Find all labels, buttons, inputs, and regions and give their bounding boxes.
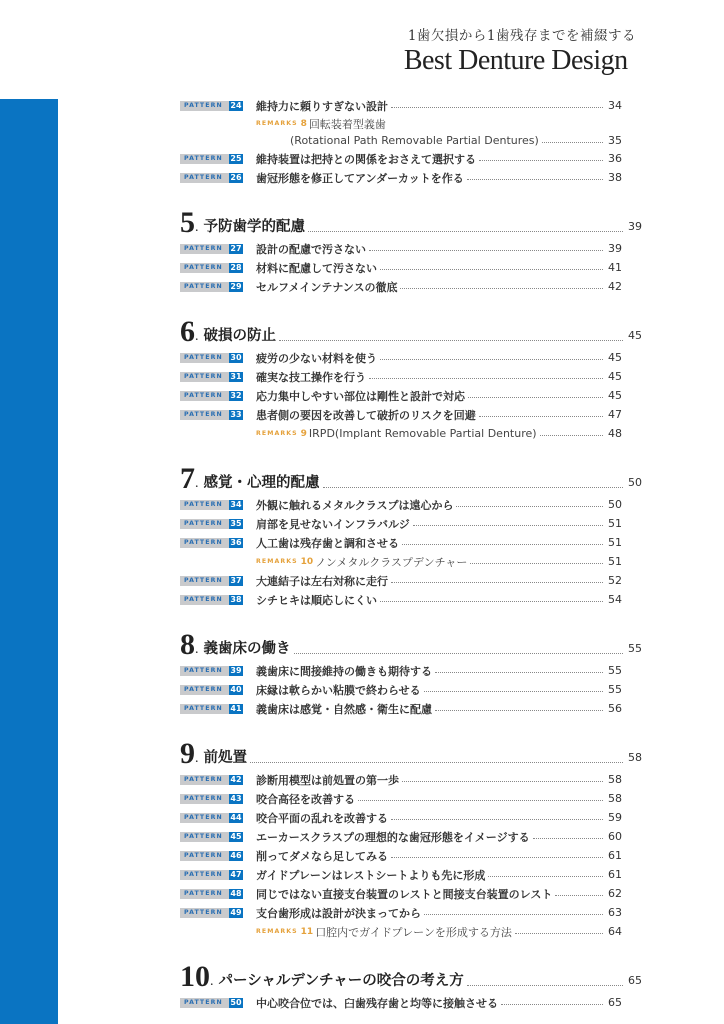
pattern-badge (180, 998, 243, 1008)
section-title: 感覚・心理的配慮 (203, 475, 320, 491)
remarks-title: 回転装着型義歯 (308, 117, 386, 131)
dot-leader (391, 582, 603, 583)
entry-title: 咬合高径を改善する (256, 792, 355, 806)
dot-leader (308, 231, 623, 232)
dot-leader (250, 762, 623, 763)
pattern-label: PATTERN (180, 889, 229, 899)
page-number: 65 (608, 996, 622, 1009)
entry-title: 肩部を見せないインフラバルジ (256, 517, 410, 531)
pattern-badge (180, 101, 243, 111)
dot-leader (369, 378, 603, 379)
section-dot: . (195, 751, 199, 766)
section-dot: . (195, 642, 199, 657)
toc-entry-pattern[interactable] (180, 386, 642, 405)
pattern-label: PATTERN (180, 851, 229, 861)
page-number: 55 (608, 664, 622, 677)
pattern-label: PATTERN (180, 244, 229, 254)
section-dot: . (195, 220, 199, 235)
dot-leader (402, 781, 603, 782)
pattern-number: 27 (230, 243, 242, 253)
dot-leader (515, 933, 603, 934)
page-number: 58 (608, 792, 622, 805)
entry-title: 義歯床は感覚・自然感・衛生に配慮 (256, 702, 432, 716)
pattern-badge (180, 595, 243, 605)
toc-entry-pattern[interactable] (180, 789, 642, 808)
page-number: 51 (608, 517, 622, 530)
dot-leader (380, 269, 603, 270)
entry-title: 同じではない直接支台装置のレストと間接支台装置のレスト (256, 887, 553, 901)
page-number: 45 (608, 351, 622, 364)
pattern-badge (180, 794, 243, 804)
entry-title: ガイドプレーンはレストシートよりも先に形成 (256, 868, 486, 882)
pattern-label: PATTERN (180, 353, 229, 363)
book-title: Best Denture Design (403, 45, 628, 76)
pattern-label: PATTERN (180, 870, 229, 880)
dot-leader (279, 340, 623, 341)
entry-title: 削ってダメなら足してみる (256, 849, 388, 863)
section-heading[interactable] (180, 463, 642, 493)
pattern-badge (180, 666, 243, 676)
toc-entry-pattern[interactable] (180, 903, 642, 922)
pattern-label: PATTERN (180, 391, 229, 401)
dot-leader (400, 288, 603, 289)
pattern-badge (180, 889, 243, 899)
entry-title: 設計の配慮で汚さない (256, 242, 366, 256)
section-number: 10 (180, 960, 210, 993)
dot-leader (402, 544, 603, 545)
entry-title: エーカースクラスプの理想的な歯冠形態をイメージする (256, 830, 530, 844)
page-number: 52 (608, 574, 622, 587)
dot-leader (424, 914, 603, 915)
page-number: 36 (608, 152, 622, 165)
pattern-badge (180, 173, 243, 183)
dot-leader (435, 710, 603, 711)
dot-leader (380, 601, 603, 602)
page-number: 61 (608, 868, 622, 881)
entry-title: 外観に触れるメタルクラスプは遠心から (256, 498, 454, 512)
entry-title: 診断用模型は前処置の第一歩 (256, 773, 399, 787)
dot-leader (413, 525, 603, 526)
toc-entry-pattern[interactable] (180, 699, 642, 718)
toc-entry-pattern[interactable] (180, 865, 642, 884)
section-title: 義歯床の働き (203, 641, 291, 657)
dot-leader (467, 985, 623, 986)
pattern-badge (180, 519, 243, 529)
pattern-label: PATTERN (180, 775, 229, 785)
entry-title: 床縁は軟らかい粘膜で終わらせる (256, 683, 421, 697)
toc-entry-pattern[interactable] (180, 884, 642, 903)
dot-leader (294, 653, 624, 654)
pattern-number: 28 (230, 262, 242, 272)
pattern-badge (180, 832, 243, 842)
pattern-number: 29 (230, 281, 242, 291)
pattern-number: 30 (230, 352, 242, 362)
remarks-number: 8 (300, 118, 307, 129)
pattern-number: 37 (230, 575, 242, 585)
pattern-badge (180, 500, 243, 510)
section-number: 9 (180, 737, 195, 770)
pattern-badge (180, 263, 243, 273)
section-number: 5 (180, 206, 195, 239)
section-title: 前処置 (203, 750, 247, 766)
pattern-label: PATTERN (180, 595, 229, 605)
remarks-number: 10 (300, 556, 314, 567)
pattern-number: 25 (230, 153, 242, 163)
pattern-number: 39 (230, 665, 242, 675)
toc-entry-pattern[interactable] (180, 168, 642, 187)
pattern-label: PATTERN (180, 813, 229, 823)
section-heading[interactable] (180, 961, 642, 991)
page-number: 51 (608, 536, 622, 549)
pattern-badge (180, 410, 243, 420)
pattern-badge (180, 538, 243, 548)
section-page-number: 50 (628, 476, 642, 489)
pattern-label: PATTERN (180, 832, 229, 842)
entry-title: 確実な技工操作を行う (256, 370, 366, 384)
pattern-label: PATTERN (180, 519, 229, 529)
toc-entry-pattern[interactable] (180, 96, 642, 115)
pattern-label: PATTERN (180, 576, 229, 586)
pattern-number: 38 (230, 594, 242, 604)
toc-entry-remarks-continued[interactable] (180, 132, 642, 149)
entry-title: 支台歯形成は設計が決まってから (256, 906, 421, 920)
toc-entry-pattern[interactable] (180, 405, 642, 424)
pattern-label: PATTERN (180, 500, 229, 510)
toc-entry-pattern[interactable] (180, 533, 642, 552)
dot-leader (501, 1004, 603, 1005)
toc-entry-remarks[interactable] (180, 922, 642, 941)
dot-leader (488, 876, 603, 877)
entry-title: セルフメインテナンスの徹底 (256, 280, 398, 294)
dot-leader (391, 107, 603, 108)
pattern-badge (180, 775, 243, 785)
pattern-badge (180, 372, 243, 382)
section-page-number: 45 (628, 329, 642, 342)
blue-side-band (0, 99, 58, 1024)
pattern-label: PATTERN (180, 666, 229, 676)
section-page-number: 55 (628, 642, 642, 655)
section-page-number: 65 (628, 974, 642, 987)
toc-entry-pattern[interactable] (180, 661, 642, 680)
pattern-label: PATTERN (180, 101, 229, 111)
entry-title: 中心咬合位では、臼歯残存歯と均等に接触させる (256, 996, 498, 1010)
page-number: 38 (608, 171, 622, 184)
toc-entry-pattern[interactable] (180, 495, 642, 514)
table-of-contents (180, 96, 642, 1012)
pattern-badge (180, 704, 243, 714)
page-number: 34 (608, 99, 622, 112)
pattern-number: 42 (230, 774, 242, 784)
remarks-label: REMARKS (256, 430, 298, 437)
book-header (404, 24, 636, 76)
toc-entry-pattern[interactable] (180, 808, 642, 827)
pattern-label: PATTERN (180, 173, 229, 183)
page-number: 35 (608, 134, 622, 147)
page-number: 61 (608, 849, 622, 862)
toc-entry-pattern[interactable] (180, 239, 642, 258)
pattern-badge (180, 685, 243, 695)
page-number: 64 (608, 925, 622, 938)
pattern-number: 31 (230, 371, 242, 381)
remarks-label: REMARKS (256, 120, 298, 127)
toc-entry-pattern[interactable] (180, 846, 642, 865)
section-dot: . (195, 329, 199, 344)
page-number: 50 (608, 498, 622, 511)
dot-leader (424, 691, 603, 692)
toc-entry-remarks[interactable] (180, 424, 642, 443)
page-number: 51 (608, 555, 622, 568)
dot-leader (369, 250, 603, 251)
pattern-number: 50 (230, 997, 242, 1007)
page-number: 48 (608, 427, 622, 440)
section-dot: . (195, 476, 199, 491)
entry-title: 維持装置は把持との関係をおさえて選択する (256, 152, 476, 166)
dot-leader (467, 179, 603, 180)
entry-title: 歯冠形態を修正してアンダーカットを作る (256, 171, 464, 185)
pattern-number: 26 (230, 172, 242, 182)
pattern-label: PATTERN (180, 704, 229, 714)
section-page-number: 58 (628, 751, 642, 764)
pattern-badge (180, 908, 243, 918)
dot-leader (380, 359, 603, 360)
pattern-badge (180, 870, 243, 880)
section-heading[interactable] (180, 316, 642, 346)
remarks-label: REMARKS (256, 558, 298, 565)
entry-title: 応力集中しやすい部位は剛性と設計で対応 (256, 389, 465, 403)
section-title: 破損の防止 (203, 328, 276, 344)
dot-leader (435, 672, 603, 673)
dot-leader (555, 895, 603, 896)
dot-leader (479, 160, 603, 161)
pattern-label: PATTERN (180, 794, 229, 804)
dot-leader (391, 857, 603, 858)
remarks-subtitle: (Rotational Path Removable Partial Dentures) (290, 134, 539, 147)
page-number: 41 (608, 261, 622, 274)
pattern-number: 49 (230, 907, 242, 917)
page-number: 45 (608, 370, 622, 383)
pattern-badge (180, 391, 243, 401)
pattern-number: 33 (230, 409, 242, 419)
pattern-number: 43 (230, 793, 242, 803)
page-number: 54 (608, 593, 622, 606)
toc-entry-pattern[interactable] (180, 514, 642, 533)
toc-entry-pattern[interactable] (180, 348, 642, 367)
pattern-number: 45 (230, 831, 242, 841)
dot-leader (542, 142, 603, 143)
page-number: 45 (608, 389, 622, 402)
pattern-number: 34 (230, 499, 242, 509)
pattern-number: 46 (230, 850, 242, 860)
remarks-label: REMARKS (256, 928, 298, 935)
toc-entry-pattern[interactable] (180, 149, 642, 168)
pattern-label: PATTERN (180, 410, 229, 420)
entry-title: 材料に配慮して汚さない (256, 261, 377, 275)
pattern-label: PATTERN (180, 685, 229, 695)
pattern-label: PATTERN (180, 282, 229, 292)
entry-title: 疲労の少ない材料を使う (256, 351, 377, 365)
pattern-label: PATTERN (180, 538, 229, 548)
entry-title: 大連結子は左右対称に走行 (256, 574, 388, 588)
page-number: 55 (608, 683, 622, 696)
section-heading[interactable] (180, 207, 642, 237)
dot-leader (479, 416, 603, 417)
page-number: 42 (608, 280, 622, 293)
dot-leader (323, 487, 624, 488)
pattern-label: PATTERN (180, 154, 229, 164)
toc-entry-pattern[interactable] (180, 590, 642, 609)
dot-leader (391, 819, 603, 820)
dot-leader (533, 838, 603, 839)
toc-entry-pattern[interactable] (180, 993, 642, 1012)
toc-entry-pattern[interactable] (180, 770, 642, 789)
entry-title: 維持力に頼りすぎない設計 (256, 99, 388, 113)
pattern-label: PATTERN (180, 908, 229, 918)
pattern-label: PATTERN (180, 263, 229, 273)
remarks-title: 口腔内でガイドプレーンを形成する方法 (315, 925, 512, 939)
page-number: 62 (608, 887, 622, 900)
entry-title: 義歯床に間接維持の働きも期待する (256, 664, 432, 678)
toc-entry-pattern[interactable] (180, 258, 642, 277)
book-subtitle: 1歯欠損から1歯残存までを補綴する (407, 28, 636, 44)
pattern-number: 40 (230, 684, 242, 694)
toc-entry-remarks[interactable] (180, 552, 642, 571)
toc-entry-pattern[interactable] (180, 571, 642, 590)
pattern-number: 35 (230, 518, 242, 528)
section-number: 6 (180, 315, 195, 348)
pattern-number: 48 (230, 888, 242, 898)
section-dot: . (210, 974, 214, 989)
pattern-number: 47 (230, 869, 242, 879)
dot-leader (540, 435, 603, 436)
entry-title: シチヒキは順応しにくい (256, 593, 377, 607)
toc-entry-pattern[interactable] (180, 367, 642, 386)
pattern-label: PATTERN (180, 372, 229, 382)
section-number: 8 (180, 628, 195, 661)
page-number: 56 (608, 702, 622, 715)
toc-entry-remarks[interactable] (180, 115, 642, 132)
section-title: パーシャルデンチャーの咬合の考え方 (218, 973, 464, 989)
pattern-number: 41 (230, 703, 242, 713)
section-heading[interactable] (180, 629, 642, 659)
page-number: 47 (608, 408, 622, 421)
entry-title: 人工歯は残存歯と調和させる (256, 536, 399, 550)
dot-leader (468, 397, 603, 398)
page-number: 60 (608, 830, 622, 843)
section-page-number: 39 (628, 220, 642, 233)
pattern-badge (180, 282, 243, 292)
toc-entry-pattern[interactable] (180, 827, 642, 846)
pattern-number: 32 (230, 390, 242, 400)
entry-title: 患者側の要因を改善して破折のリスクを回避 (256, 408, 476, 422)
pattern-number: 24 (230, 100, 242, 110)
page-number: 63 (608, 906, 622, 919)
section-heading[interactable] (180, 738, 642, 768)
pattern-badge (180, 154, 243, 164)
pattern-badge (180, 813, 243, 823)
remarks-number: 9 (300, 428, 307, 439)
dot-leader (470, 563, 603, 564)
pattern-number: 36 (230, 537, 242, 547)
pattern-badge (180, 576, 243, 586)
pattern-number: 44 (230, 812, 242, 822)
pattern-badge (180, 353, 243, 363)
toc-entry-pattern[interactable] (180, 680, 642, 699)
section-title: 予防歯学的配慮 (203, 219, 305, 235)
page-number: 39 (608, 242, 622, 255)
entry-title: 咬合平面の乱れを改善する (256, 811, 388, 825)
dot-leader (358, 800, 603, 801)
pattern-badge (180, 244, 243, 254)
section-number: 7 (180, 462, 195, 495)
dot-leader (456, 506, 603, 507)
remarks-title: IRPD(Implant Removable Partial Denture) (308, 427, 537, 440)
page-number: 58 (608, 773, 622, 786)
page-number: 59 (608, 811, 622, 824)
toc-entry-pattern[interactable] (180, 277, 642, 296)
remarks-title: ノンメタルクラスプデンチャー (315, 555, 468, 569)
pattern-badge (180, 851, 243, 861)
pattern-label: PATTERN (180, 998, 229, 1008)
remarks-number: 11 (300, 926, 314, 937)
